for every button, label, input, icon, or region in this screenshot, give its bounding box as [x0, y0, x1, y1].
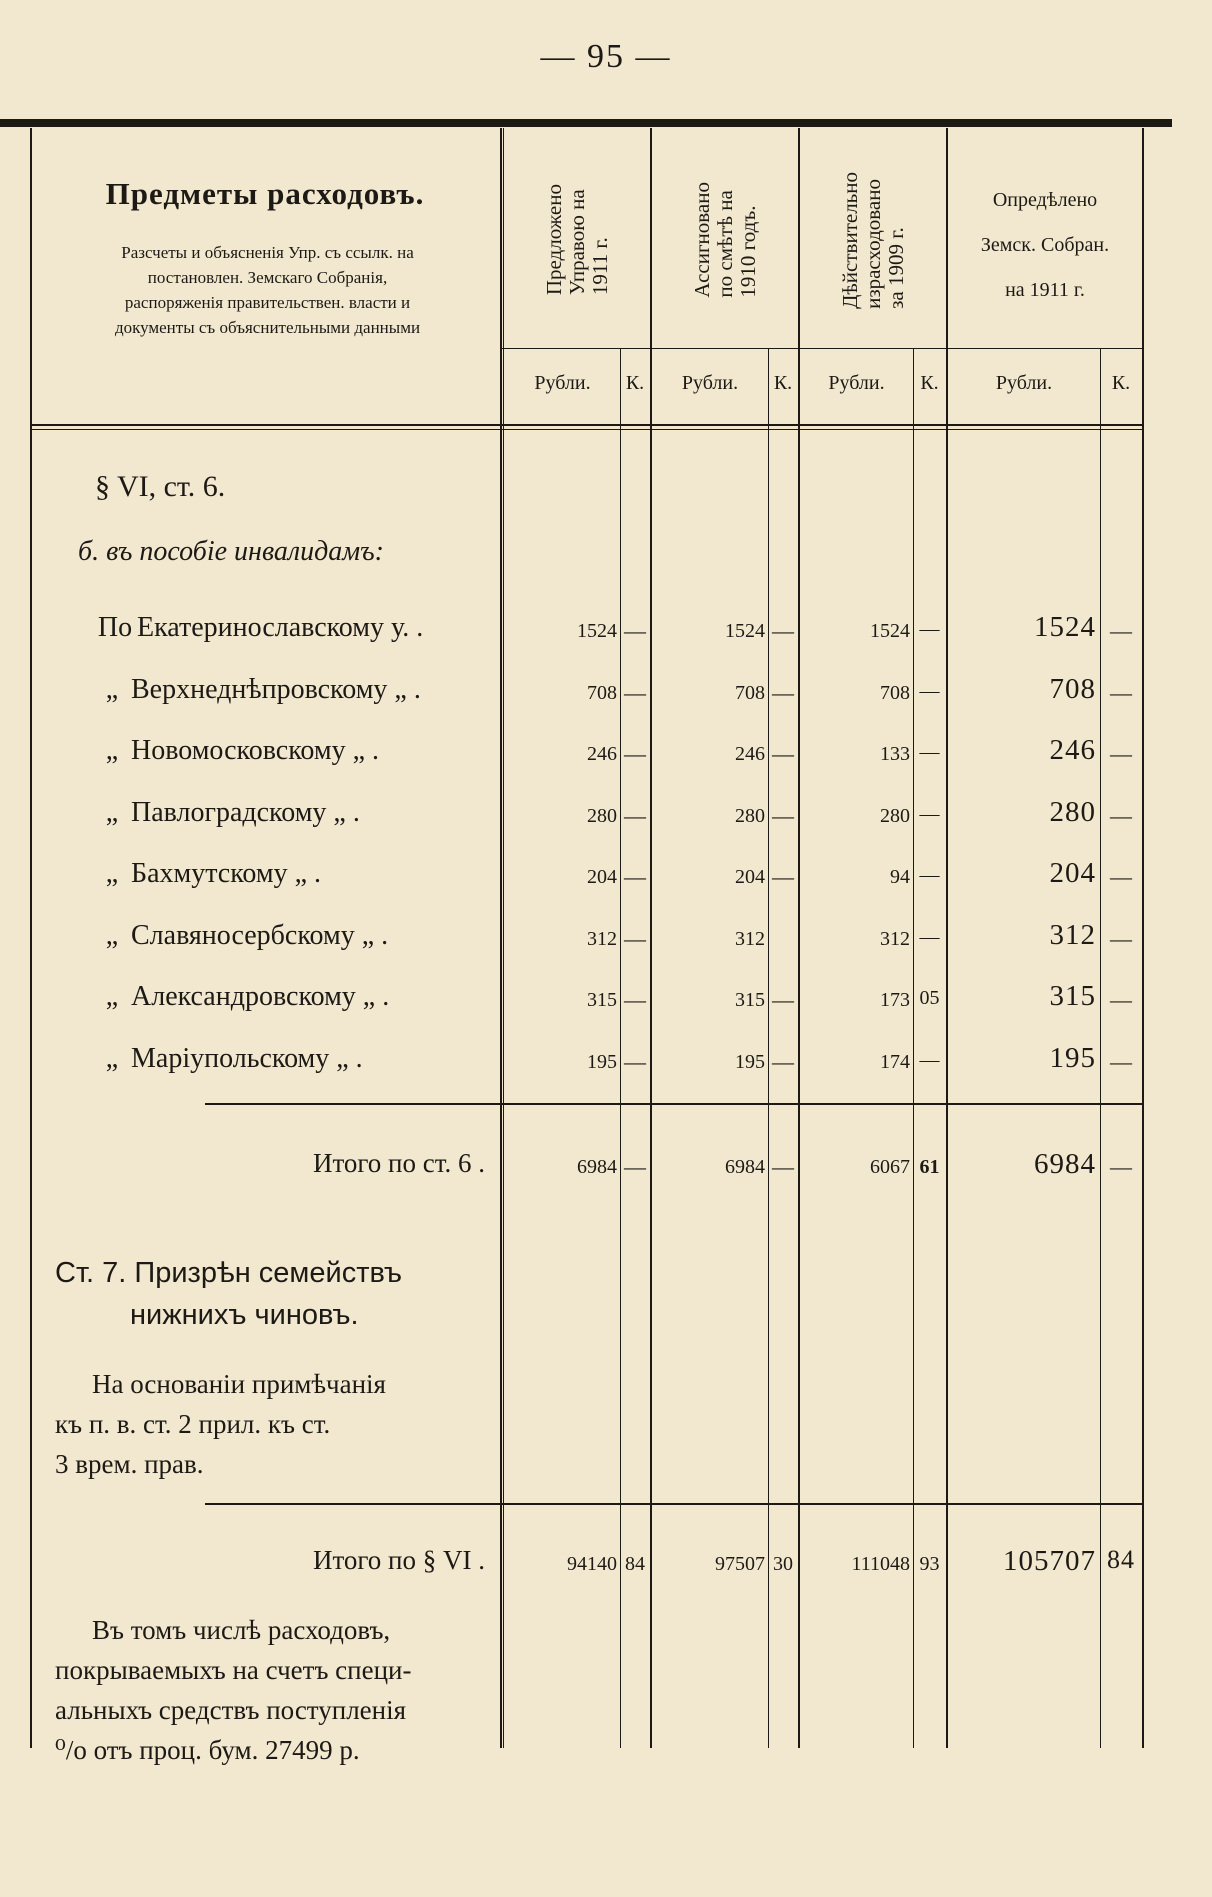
row-proposed-k: —	[624, 987, 646, 1012]
subsection-heading: б. въ пособіе инвалидамъ:	[78, 536, 385, 567]
row-spent: 173	[880, 989, 910, 1011]
total6-proposed-k: —	[624, 1154, 646, 1179]
row-spent: 1524	[870, 620, 910, 642]
header-col-assigned: Ассигновано по смѣтѣ на 1910 годъ.	[689, 182, 760, 298]
row-spent-k: —	[919, 864, 940, 886]
row-spent-k: —	[919, 680, 940, 702]
row-determined: 708	[1049, 673, 1096, 705]
total-vi-determined-k: 84	[1107, 1545, 1135, 1574]
row-assigned: 195	[735, 1051, 765, 1073]
row-assigned: 708	[735, 682, 765, 704]
row-proposed-k: —	[624, 1049, 646, 1074]
st7-note-line2: къ п. в. ст. 2 прил. къ ст.	[55, 1409, 331, 1439]
col-divider-proposed-k	[620, 348, 621, 1748]
header-unit-rule	[502, 348, 1142, 349]
row-name: Верхнеднѣпровскому „ .	[131, 674, 421, 705]
row-spent-k: —	[919, 1049, 940, 1071]
row-label	[93, 1043, 485, 1075]
row-assigned: 280	[735, 805, 765, 827]
total6-rule	[205, 1103, 1142, 1105]
total-vi-assigned-k: 30	[773, 1553, 793, 1575]
row-determined-k: —	[1110, 618, 1132, 643]
row-spent: 174	[880, 1051, 910, 1073]
footnote-line4: ⁰/о отъ проц. бум. 27499 р.	[55, 1735, 360, 1765]
col-divider-proposed-double	[503, 128, 504, 1748]
row-name: Новомосковскому „ .	[131, 735, 380, 766]
row-proposed-k: —	[624, 618, 646, 643]
unit-kop-spent: К.	[920, 372, 939, 394]
col-divider-proposed	[500, 128, 502, 1748]
row-proposed: 280	[587, 805, 617, 827]
row-proposed: 204	[587, 866, 617, 888]
row-assigned: 312	[735, 928, 765, 950]
row-name: Маріупольскому „ .	[131, 1043, 363, 1074]
row-label	[93, 612, 485, 644]
row-label	[93, 920, 485, 952]
row-proposed-k: —	[624, 926, 646, 951]
row-spent-k: 05	[919, 987, 940, 1009]
row-spent: 280	[880, 805, 910, 827]
row-determined: 280	[1049, 796, 1096, 828]
row-proposed: 195	[587, 1051, 617, 1073]
header-bottom-rule-2	[30, 429, 1142, 430]
table-left-border	[30, 128, 32, 1748]
row-label	[93, 797, 485, 829]
row-name: Славяносербскому „ .	[131, 920, 389, 951]
header-title: Предметы расходовъ.	[105, 176, 425, 211]
total-vi-spent-k: 93	[919, 1553, 940, 1575]
header-bottom-rule	[30, 424, 1142, 426]
col-divider-determined-k	[1100, 348, 1101, 1748]
unit-rub-assigned: Рубли.	[681, 372, 739, 394]
row-mark: „	[105, 674, 119, 705]
unit-rub-spent: Рубли.	[828, 372, 885, 394]
page-number: — 95 —	[540, 38, 672, 75]
total-vi-spent: 111048	[851, 1553, 910, 1575]
st7-note-line1: На основаніи примѣчанія	[92, 1369, 386, 1399]
row-determined: 204	[1049, 857, 1096, 889]
total-vi-assigned: 97507	[715, 1553, 765, 1575]
row-spent: 94	[890, 866, 910, 888]
row-spent-k: —	[919, 803, 940, 825]
row-assigned-k: —	[772, 680, 794, 705]
col-divider-spent-k	[913, 348, 914, 1748]
total6-spent-k: 61	[919, 1156, 940, 1178]
row-label	[93, 858, 485, 890]
row-determined-k: —	[1110, 1049, 1132, 1074]
row-proposed: 1524	[577, 620, 617, 642]
header-col-spent: Дѣйствительно израсходовано за 1909 г.	[837, 171, 908, 309]
row-determined: 195	[1049, 1042, 1096, 1074]
total6-assigned: 6984	[725, 1156, 765, 1178]
unit-kop-proposed: К.	[625, 372, 645, 394]
footnote-line2: покрываемыхъ на счетъ специ-	[55, 1655, 412, 1685]
st7-heading-line1: Ст. 7. Призрѣн семействъ	[55, 1257, 403, 1289]
row-proposed: 708	[587, 682, 617, 704]
total6-spent: 6067	[870, 1156, 910, 1178]
row-assigned-k: —	[772, 618, 794, 643]
row-mark: „	[105, 858, 119, 889]
row-spent-k: —	[919, 741, 940, 763]
row-determined-k: —	[1110, 803, 1132, 828]
row-assigned: 204	[735, 866, 765, 888]
row-mark: „	[105, 735, 119, 766]
header-col-proposed: Предложено Управою на 1911 г.	[542, 184, 612, 296]
total-vi-determined: 105707	[1003, 1545, 1096, 1577]
row-proposed-k: —	[624, 680, 646, 705]
table-right-border	[1142, 128, 1144, 1748]
row-proposed-k: —	[624, 864, 646, 889]
row-determined: 315	[1049, 980, 1096, 1012]
row-mark: „	[105, 797, 119, 828]
row-mark: „	[105, 920, 119, 951]
row-assigned: 246	[735, 743, 765, 765]
row-proposed: 312	[587, 928, 617, 950]
row-label	[93, 674, 485, 706]
top-rule	[0, 119, 1172, 127]
row-assigned-k: —	[772, 1049, 794, 1074]
total6-proposed: 6984	[577, 1156, 617, 1178]
row-spent-k: —	[919, 618, 940, 640]
row-determined: 246	[1049, 734, 1096, 766]
unit-kop-assigned: К.	[773, 372, 793, 394]
total6-label: Итого по ст. 6 .	[312, 1148, 485, 1178]
unit-rub-determined: Рубли.	[995, 372, 1053, 394]
row-label	[93, 735, 485, 767]
footnote-line1: Въ томъ числѣ расходовъ,	[92, 1615, 391, 1645]
row-determined: 1524	[1034, 611, 1096, 643]
unit-rub-proposed: Рубли.	[534, 372, 591, 394]
row-determined-k: —	[1110, 864, 1132, 889]
row-proposed: 246	[587, 743, 617, 765]
st7-note-line3: 3 врем. прав.	[55, 1449, 204, 1479]
row-assigned-k: —	[772, 864, 794, 889]
row-determined: 312	[1049, 919, 1096, 951]
row-determined-k: —	[1110, 680, 1132, 705]
row-assigned: 1524	[725, 620, 765, 642]
row-assigned-k: —	[772, 741, 794, 766]
row-determined-k: —	[1110, 926, 1132, 951]
row-name: Павлоградскому „ .	[131, 797, 360, 828]
row-name: Александровскому „ .	[131, 981, 390, 1012]
row-determined-k: —	[1110, 987, 1132, 1012]
total6-assigned-k: —	[772, 1154, 794, 1179]
row-name: Екатеринославскому у. .	[137, 612, 424, 643]
row-spent: 312	[880, 928, 910, 950]
row-proposed-k: —	[624, 803, 646, 828]
row-name: Бахмутскому „ .	[131, 858, 322, 889]
row-determined-k: —	[1110, 741, 1132, 766]
total-vi-rule	[205, 1503, 1142, 1505]
row-mark: По	[97, 612, 133, 643]
footnote-line3: альныхъ средствъ поступленія	[55, 1695, 407, 1725]
row-assigned-k: —	[772, 987, 794, 1012]
st7-heading-line2: нижнихъ чиновъ.	[130, 1299, 359, 1331]
row-assigned-k: —	[772, 803, 794, 828]
col-divider-assigned-k	[768, 348, 769, 1748]
row-spent: 133	[880, 743, 910, 765]
row-mark: „	[105, 1043, 119, 1074]
row-label	[93, 981, 485, 1013]
header-subtitle: Разсчеты и объясненія Упр. съ ссылк. на постановлен. Земскаго Собранія, распоряженія правительствен. власти и документы съ объяснительными данными	[114, 243, 421, 337]
total6-determined: 6984	[1034, 1148, 1096, 1180]
row-mark: „	[105, 981, 119, 1012]
row-spent: 708	[880, 682, 910, 704]
unit-kop-determined: К.	[1111, 372, 1131, 394]
total-vi-proposed: 94140	[567, 1553, 617, 1575]
row-proposed: 315	[587, 989, 617, 1011]
row-proposed-k: —	[624, 741, 646, 766]
section-heading: § VI, ст. 6.	[95, 470, 226, 503]
row-spent-k: —	[919, 926, 940, 948]
header-col-determined: Опредѣлено Земск. Собран. на 1911 г.	[980, 189, 1110, 301]
total6-determined-k: —	[1110, 1154, 1132, 1179]
total-vi-label: Итого по § VI .	[312, 1545, 485, 1575]
total-vi-proposed-k: 84	[625, 1553, 645, 1575]
row-assigned: 315	[735, 989, 765, 1011]
